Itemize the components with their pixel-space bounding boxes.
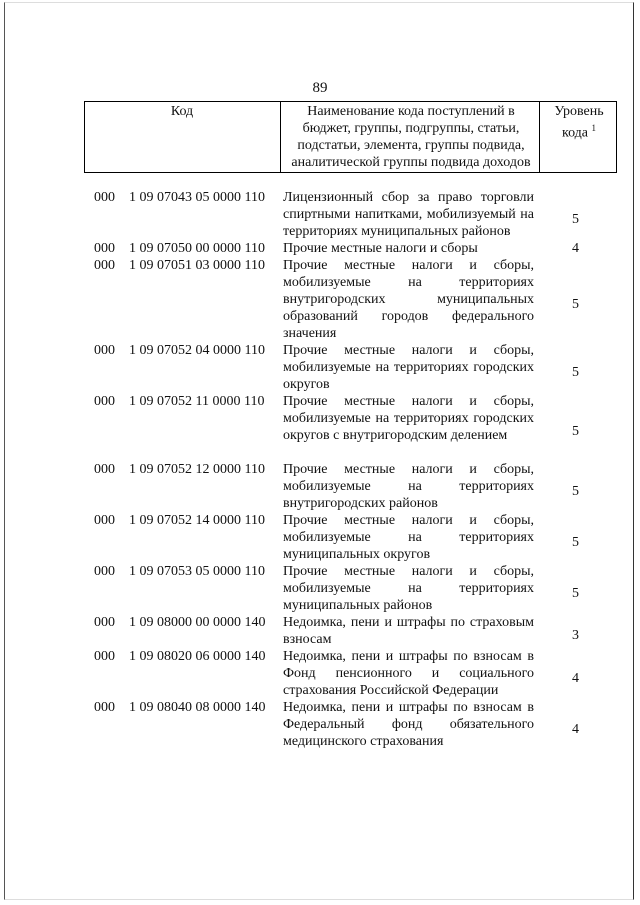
row-name: Прочие местные налоги и сборы, мобилизуемые на территориях муниципальных районов: [283, 564, 534, 613]
table-row: [84, 342, 617, 393]
table-row: [84, 189, 617, 240]
row-level: 5: [572, 484, 579, 499]
row-level: 5: [572, 586, 579, 601]
table-row: [84, 461, 617, 512]
row-code: 1 09 07043 05 0000 110: [129, 190, 265, 205]
row-code: 1 09 07052 11 0000 110: [129, 394, 265, 409]
header-name-line: бюджет, группы, подгруппы, статьи,: [302, 121, 520, 136]
row-prefix: 000: [94, 190, 115, 205]
table-row: [84, 257, 617, 342]
row-name: Прочие местные налоги и сборы, мобилизуемые на территориях внутригородских муниципальных образований городов федерального значения: [283, 258, 534, 341]
row-name: Лицензионный сбор за право торговли спиртными напитками, мобилизуемый на территориях муниципальных районов: [283, 190, 534, 239]
row-name: Прочие местные налоги и сборы: [283, 241, 478, 256]
footnote-marker: 1: [591, 123, 597, 133]
row-level: 5: [572, 365, 579, 380]
row-level: 3: [572, 628, 579, 643]
header-divider-1: [280, 102, 281, 172]
table-row: [84, 563, 617, 614]
table-header: [84, 101, 617, 173]
row-prefix: 000: [94, 258, 115, 273]
row-code: 1 09 08020 06 0000 140: [129, 649, 266, 664]
row-prefix: 000: [94, 343, 115, 358]
row-level: 4: [572, 671, 579, 686]
page-number: 89: [312, 80, 328, 96]
header-name-line: Наименование кода поступлений в: [307, 104, 515, 119]
row-prefix: 000: [94, 700, 115, 715]
table-row: [84, 512, 617, 563]
row-code: 1 09 08000 00 0000 140: [129, 615, 266, 630]
row-level: 5: [572, 297, 579, 312]
table-row: [84, 393, 617, 461]
header-name-line: подстатьи, элемента, группы подвида,: [297, 138, 525, 153]
row-prefix: 000: [94, 564, 115, 579]
row-level: 4: [572, 722, 579, 737]
header-code: Код: [170, 104, 194, 119]
row-name: Недоимка, пени и штрафы по взносам в Федеральный фонд обязательного медицинского страхования: [283, 700, 534, 749]
row-level: 4: [572, 241, 579, 256]
row-code: 1 09 07050 00 0000 110: [129, 241, 265, 256]
header-level-text: кода: [561, 125, 589, 141]
row-prefix: 000: [94, 462, 115, 477]
row-code: 1 09 07053 05 0000 110: [129, 564, 265, 579]
row-prefix: 000: [94, 649, 115, 664]
row-name: Прочие местные налоги и сборы, мобилизуемые на территориях муниципальных округов: [283, 513, 534, 562]
row-level: 5: [572, 535, 579, 550]
row-name: Недоимка, пени и штрафы по взносам в Фонд пенсионного и социального страхования Российской Федерации: [283, 649, 534, 698]
row-code: 1 09 08040 08 0000 140: [129, 700, 266, 715]
header-name: [283, 103, 539, 171]
row-prefix: 000: [94, 394, 115, 409]
row-level: 5: [572, 212, 579, 227]
row-name: Прочие местные налоги и сборы, мобилизуемые на территориях внутригородских районов: [283, 462, 534, 511]
row-prefix: 000: [94, 513, 115, 528]
row-prefix: 000: [94, 615, 115, 630]
header-level-line1: Уровень: [554, 104, 604, 119]
table-row: [84, 648, 617, 699]
table-row: [84, 699, 617, 750]
table-row: [84, 240, 617, 257]
header-level-line2: [541, 120, 617, 142]
header-level: [541, 103, 617, 142]
table-body: [84, 189, 617, 750]
row-code: 1 09 07052 12 0000 110: [129, 462, 265, 477]
header-name-line: аналитической группы подвида доходов: [291, 155, 531, 170]
row-name: Недоимка, пени и штрафы по страховым взносам: [283, 615, 534, 647]
header-divider-2: [539, 102, 540, 172]
table-row: [84, 614, 617, 648]
row-code: 1 09 07051 03 0000 110: [129, 258, 265, 273]
row-code: 1 09 07052 14 0000 110: [129, 513, 265, 528]
row-level: 5: [572, 424, 579, 439]
row-name: Прочие местные налоги и сборы, мобилизуемые на территориях городских округов с внутригородским делением: [283, 394, 534, 443]
row-name: Прочие местные налоги и сборы, мобилизуемые на территориях городских округов: [283, 343, 534, 392]
row-prefix: 000: [94, 241, 115, 256]
row-code: 1 09 07052 04 0000 110: [129, 343, 265, 358]
